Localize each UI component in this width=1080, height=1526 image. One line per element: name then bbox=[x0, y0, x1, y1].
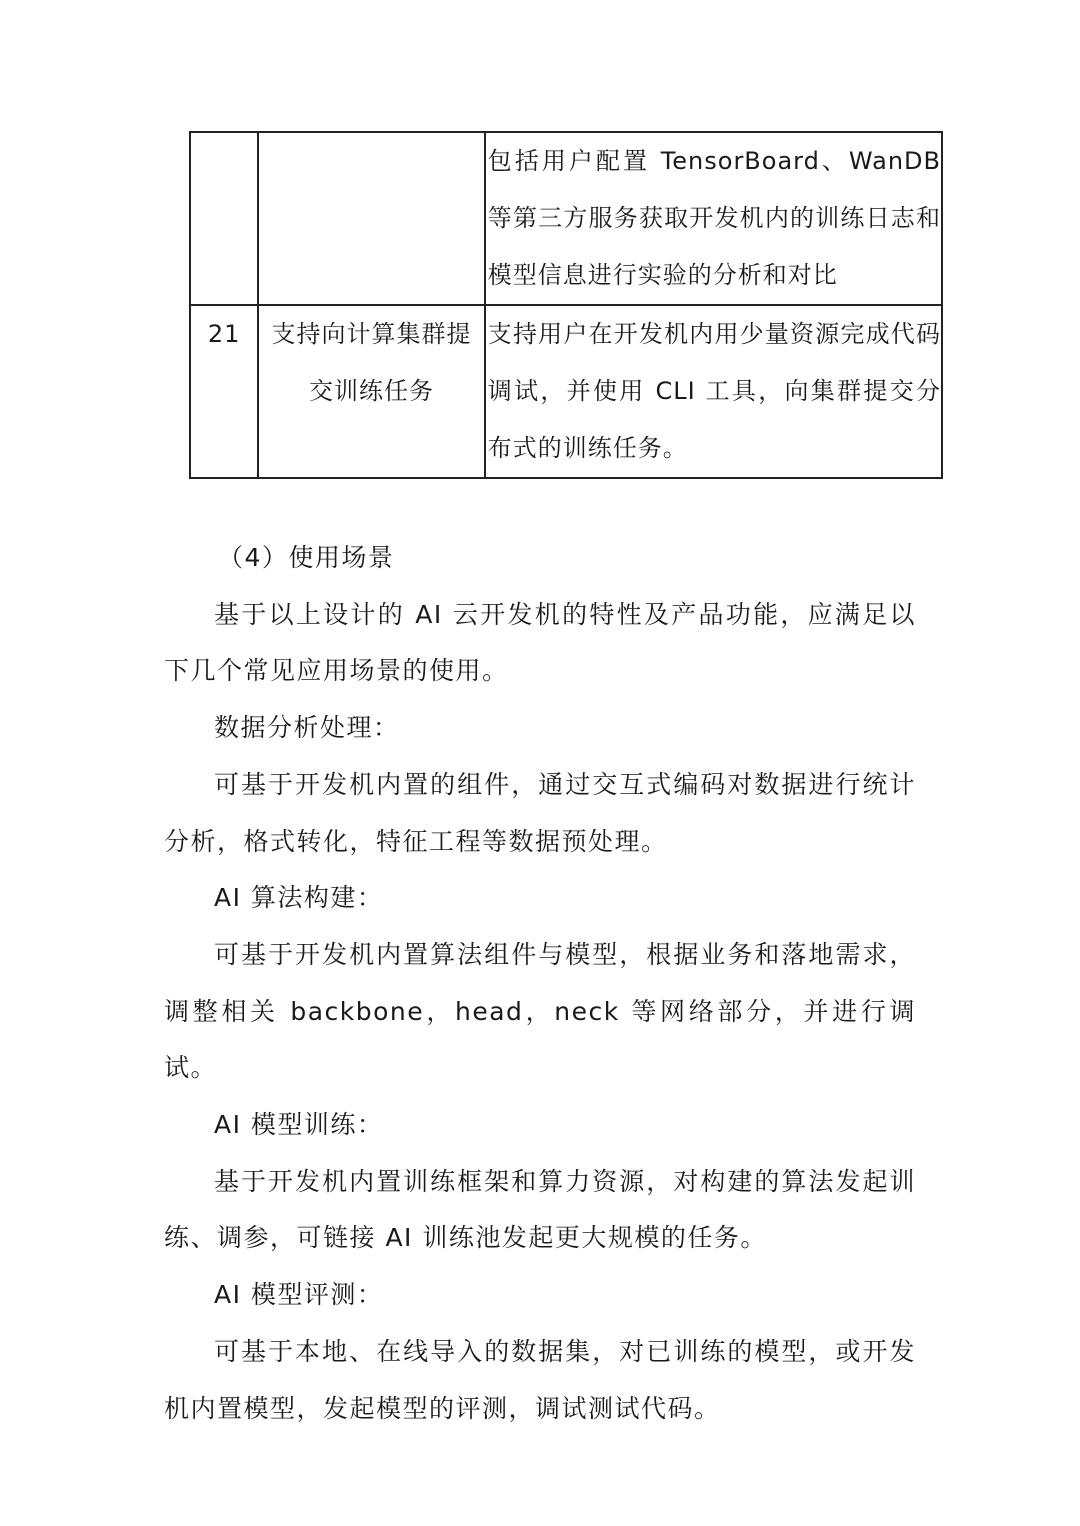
feature-name-cell: 支持向计算集群提交训练任务 bbox=[258, 305, 485, 478]
row-number-cell: 21 bbox=[190, 305, 258, 478]
section-body bbox=[164, 530, 916, 1437]
section-heading: （4）使用场景 bbox=[218, 543, 395, 572]
scenario-text: 基于开发机内置训练框架和算力资源，对构建的算法发起训练、调参，可链接 AI 训练池发起更大规模的任务。 bbox=[164, 1166, 916, 1253]
feature-table bbox=[189, 131, 943, 479]
feature-description-cell: 包括用户配置 TensorBoard、WanDB 等第三方服务获取开发机内的训练日志和模型信息进行实验的分析和对比 bbox=[485, 132, 942, 305]
scenario-title: AI 模型评测： bbox=[214, 1280, 384, 1310]
scenario-text: 可基于本地、在线导入的数据集，对已训练的模型，或开发机内置模型，发起模型的评测，调试测试代码。 bbox=[164, 1336, 916, 1423]
feature-description-cell: 支持用户在开发机内用少量资源完成代码调试，并使用 CLI 工具，向集群提交分布式的训练任务。 bbox=[485, 305, 942, 478]
scenario-text: 可基于开发机内置的组件，通过交互式编码对数据进行统计分析，格式转化，特征工程等数据预处理。 bbox=[164, 769, 916, 856]
table-row bbox=[190, 132, 942, 305]
feature-name-cell bbox=[258, 132, 485, 305]
row-number-cell bbox=[190, 132, 258, 305]
table-row bbox=[190, 305, 942, 478]
intro-paragraph: 基于以上设计的 AI 云开发机的特性及产品功能，应满足以下几个常见应用场景的使用。 bbox=[164, 599, 916, 686]
scenario-title: AI 算法构建： bbox=[214, 883, 384, 913]
scenario-text: 可基于开发机内置算法组件与模型，根据业务和落地需求，调整相关 backbone，head，neck 等网络部分，并进行调试。 bbox=[164, 939, 916, 1083]
scenario-title: AI 模型训练： bbox=[214, 1110, 384, 1140]
scenario-title: 数据分析处理： bbox=[214, 713, 400, 743]
